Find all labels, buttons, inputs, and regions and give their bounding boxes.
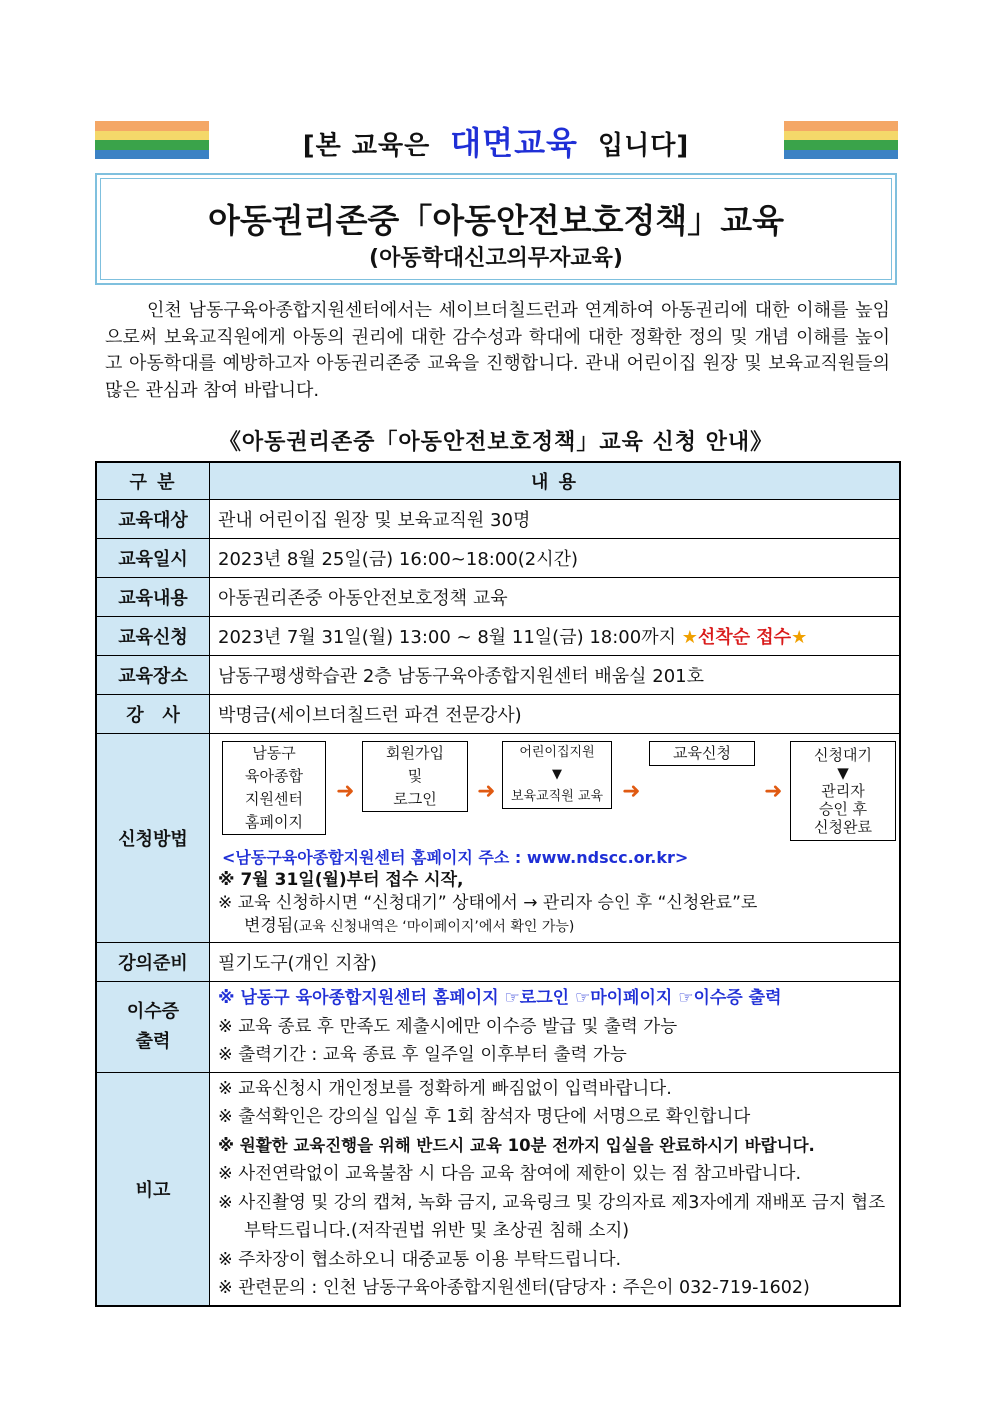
table-row: 강의준비 필기도구(개인 지참) — [96, 943, 900, 982]
cert-line: ※ 남동구 육아종합지원센터 홈페이지 ☞로그인 ☞마이페이지 ☞이수증 출력 — [218, 988, 782, 1008]
method-cell — [210, 734, 901, 943]
header-col1: 구 분 — [96, 462, 210, 500]
banner-highlight: 대면교육 — [450, 124, 578, 162]
remark-line: ※ 사전연락없이 교육불참 시 다음 교육 참여에 제한이 있는 점 참고바랍니다. — [218, 1164, 802, 1184]
remark-line: ※ 관련문의 : 인천 남동구육아종합지원센터(담당자 : 주은이 032-719-1602) — [218, 1278, 810, 1298]
flow-step: 교육신청 — [649, 741, 755, 766]
method-note: ※ 7월 31일(월)부터 접수 시작, — [218, 870, 464, 890]
banner-prefix: [본 교육은 — [302, 131, 431, 161]
remark-line: ※ 사진촬영 및 강의 캡쳐, 녹화 금지, 교육링크 및 강의자료 제3자에게 재배포 금지 협조부탁드립니다.(저작권법 위반 및 초상권 침해 소지) — [218, 1192, 886, 1241]
cert-line: ※ 교육 종료 후 만족도 제출시에만 이수증 발급 및 출력 가능 — [218, 1016, 678, 1037]
table-row: 교육장소 남동구평생학습관 2층 남동구육아종합지원센터 배움실 201호 — [96, 656, 900, 695]
table-row: 이수증 출력 ※ 남동구 육아종합지원센터 홈페이지 ☞로그인 ☞마이페이지 ☞이수증 출력 ※ 교육 종료 후 만족도 제출시에만 이수증 발급 및 출력 가능 ※ 출력기간 : 교육 종료 후 일주일 이후부터 출력 가능 — [96, 982, 900, 1073]
flow-step: 남동구 육아종합 지원센터 홈페이지 — [222, 741, 326, 835]
table-row: 교육일시 2023년 8월 25일(금) 16:00~18:00(2시간) — [96, 539, 900, 578]
table-row: 신청방법 남동구 육아종합 지원센터 홈페이지 ➜ 회원가입 및 로그인 ➜ 어린이집지원 ▼ 보육교직원 교육 ➜ 교육신청 ➜ 신청대기 ▼ 관리자 승인 후 신청완료 <남동구육아종합지원센터 홈페이지 주소 : www.ndscc.or.kr> ※ 7월 31일(월)부터 접수 시작, ※ 교육 신청하시면 “신청대기” 상태에서 → 관리자 승인 후 “신청완료”로 변경됨(교육 신청내역은 ‘마이페이지’에서 확인 가능) — [96, 734, 900, 943]
application-flow — [218, 741, 891, 847]
arrow-right-icon: ➜ — [477, 779, 496, 804]
homepage-url: <남동구육아종합지원센터 홈페이지 주소 : www.ndscc.or.kr> — [222, 848, 689, 867]
cert-line: ※ 출력기간 : 교육 종료 후 일주일 이후부터 출력 가능 — [218, 1045, 627, 1065]
lecturer-value: 박명금(세이브더칠드런 파견 전문강사) — [210, 695, 901, 734]
flow-step: 어린이집지원 ▼ 보육교직원 교육 — [502, 741, 612, 809]
content-value: 아동권리존중 아동안전보호정책 교육 — [210, 578, 901, 617]
remark-line: ※ 교육신청시 개인정보를 정확하게 빠짐없이 입력바랍니다. — [218, 1078, 672, 1099]
place-value: 남동구평생학습관 2층 남동구육아종합지원센터 배움실 201호 — [210, 656, 901, 695]
remark-line: ※ 원활한 교육진행을 위해 반드시 교육 10분 전까지 입실을 완료하시기 바랍니다. — [218, 1135, 815, 1155]
table-row: 비고 ※ 교육신청시 개인정보를 정확하게 빠짐없이 입력바랍니다. ※ 출석확인은 강의실 입실 후 1회 참석자 명단에 서명으로 확인합니다 ※ 원활한 교육진행을 위해 반드시 교육 10분 전까지 입실을 완료하시기 바랍니다. ※ 사전연락없이 교육불참 시 다음 교육 참여에 제한이 있는 점 참고바랍니다. ※ 사진촬영 및 강의 캡쳐, 녹화 금지, 교육링크 및 강의자료 제3자에게 재배포 금지 협조부탁드립니다.(저작권법 위반 및 초상권 침해 소지) ※ 주차장이 협소하오니 대중교통 이용 부탁드립니다. ※ 관련문의 : 인천 남동구육아종합지원센터(담당자 : 주은이 032-719-1602) — [96, 1072, 900, 1306]
method-note: ※ 교육 신청하시면 “신청대기” 상태에서 → 관리자 승인 후 “신청완료”로 — [218, 893, 758, 913]
method-note: 변경됨(교육 신청내역은 ‘마이페이지’에서 확인 가능) — [244, 916, 575, 936]
page-subtitle: (아동학대신고의무자교육) — [369, 246, 623, 271]
arrow-right-icon: ➜ — [336, 779, 355, 804]
target-value: 관내 어린이집 원장 및 보육교직원 30명 — [210, 500, 901, 539]
cert-cell — [210, 982, 901, 1073]
arrow-right-icon: ➜ — [622, 779, 641, 804]
first-come-badge: 선착순 접수 — [697, 627, 792, 648]
flow-step: 신청대기 ▼ 관리자 승인 후 신청완료 — [790, 741, 896, 841]
table-row: 교육신청 2023년 7월 31일(월) 13:00 ~ 8월 11일(금) 18:00까지 ★선착순 접수★ — [96, 617, 900, 656]
table-header — [96, 462, 900, 500]
intro-paragraph: 인천 남동구육아종합지원센터에서는 세이브더칠드런과 연계하여 아동권리에 대한 이해를 높임으로써 보육교직원에게 아동의 권리에 대한 감수성과 학대에 대한 정확한 정의 및 개념 이해를 높이고 아동학대를 예방하고자 아동권리존중 교육을 진행합니다. 관내 어린이집 원장 및 보육교직원들의 많은 관심과 참여 바랍니다. — [105, 300, 890, 401]
arrow-right-icon: ➜ — [764, 779, 783, 804]
star-icon: ★ — [681, 627, 698, 648]
banner-suffix: 입니다] — [597, 131, 690, 161]
table-row: 강 사 박명금(세이브더칠드런 파견 전문강사) — [96, 695, 900, 734]
datetime-value: 2023년 8월 25일(금) 16:00~18:00(2시간) — [210, 539, 901, 578]
table-row: 교육대상 관내 어린이집 원장 및 보육교직원 30명 — [96, 500, 900, 539]
section-title: 《아동권리존중「아동안전보호정책」교육 신청 안내》 — [218, 430, 774, 455]
title-box — [95, 173, 897, 285]
remark-line: ※ 출석확인은 강의실 입실 후 1회 참석자 명단에 서명으로 확인합니다 — [218, 1107, 751, 1127]
info-table — [95, 461, 901, 1307]
page-title: 아동권리존중「아동안전보호정책」교육 — [207, 201, 785, 240]
star-icon: ★ — [791, 627, 808, 648]
remark-line: ※ 주차장이 협소하오니 대중교통 이용 부탁드립니다. — [218, 1249, 622, 1270]
table-row: 교육내용 아동권리존중 아동안전보호정책 교육 — [96, 578, 900, 617]
remarks-cell — [210, 1072, 901, 1306]
banner — [0, 118, 992, 164]
prep-value: 필기도구(개인 지참) — [210, 943, 901, 982]
header-col2: 내 용 — [210, 462, 901, 500]
flow-step: 회원가입 및 로그인 — [362, 741, 468, 812]
apply-value: 2023년 7월 31일(월) 13:00 ~ 8월 11일(금) 18:00까지 ★선착순 접수★ — [210, 617, 901, 656]
